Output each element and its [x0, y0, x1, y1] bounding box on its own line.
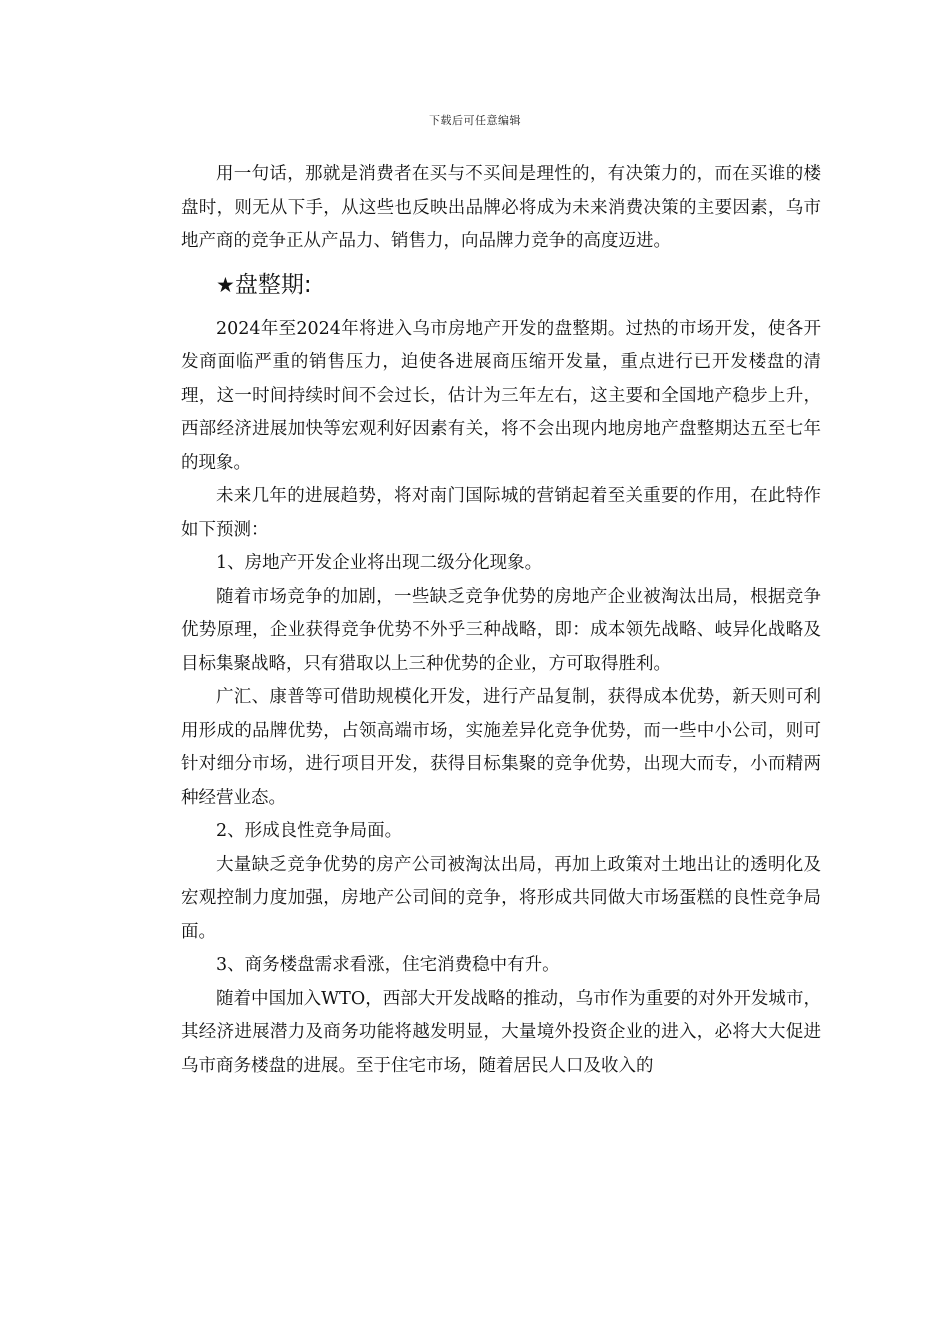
paragraph-5: 随着市场竞争的加剧，一些缺乏竞争优势的房地产企业被淘汰出局，根据竞争优势原理，企业获得竞争优势不外乎三种战略，即：成本领先战略、岐异化战略及目标集聚战略，只有猎取以上三种优势的企业，方可取得胜利。 [181, 586, 821, 674]
paragraph-7: 2、形成良性竞争局面。 [216, 821, 403, 841]
header-note: 下载后可任意编辑 [429, 114, 521, 127]
paragraph-9: 3、商务楼盘需求看涨，住宅消费稳中有升。 [216, 955, 560, 975]
section-heading-text: 盘整期: [234, 271, 312, 298]
star-icon: ★ [216, 272, 235, 297]
paragraph-2: 2024年至2024年将进入乌市房地产开发的盘整期。过热的市场开发，使各开发商面临严重的销售压力，迫使各进展商压缩开发量，重点进行已开发楼盘的清理，这一时间持续时间不会过长，估计为三年左右，这主要和全国地产稳步上升，西部经济进展加快等宏观利好因素有关，将不会出现内地房地产盘整期达五至七年的现象。 [181, 318, 821, 473]
document-body [181, 158, 821, 1083]
paragraph-8: 大量缺乏竞争优势的房产公司被淘汰出局，再加上政策对土地出让的透明化及宏观控制力度加强，房地产公司间的竞争，将形成共同做大市场蛋糕的良性竞争局面。 [181, 854, 821, 942]
paragraph-3: 未来几年的进展趋势，将对南门国际城的营销起着至关重要的作用，在此特作如下预测： [181, 486, 821, 540]
paragraph-1: 用一句话，那就是消费者在买与不买间是理性的，有决策力的，而在买谁的楼盘时，则无从下手，从这些也反映出品牌必将成为未来消费决策的主要因素，乌市地产商的竞争正从产品力、销售力，向品牌力竞争的高度迈进。 [181, 164, 821, 251]
paragraph-10: 随着中国加入WTO，西部大开发战略的推动，乌市作为重要的对外开发城市，其经济进展潜力及商务功能将越发明显，大量境外投资企业的进入，必将大大促进乌市商务楼盘的进展。至于住宅市场，随着居民人口及收入的 [181, 988, 821, 1076]
paragraph-4: 1、房地产开发企业将出现二级分化现象。 [216, 553, 543, 573]
paragraph-6: 广汇、康普等可借助规模化开发，进行产品复制，获得成本优势，新天则可利用形成的品牌优势，占领高端市场，实施差异化竞争优势，而一些中小公司，则可针对细分市场，进行项目开发，获得目标集聚的竞争优势，出现大而专，小而精两种经营业态。 [181, 687, 821, 808]
section-heading [181, 265, 821, 305]
